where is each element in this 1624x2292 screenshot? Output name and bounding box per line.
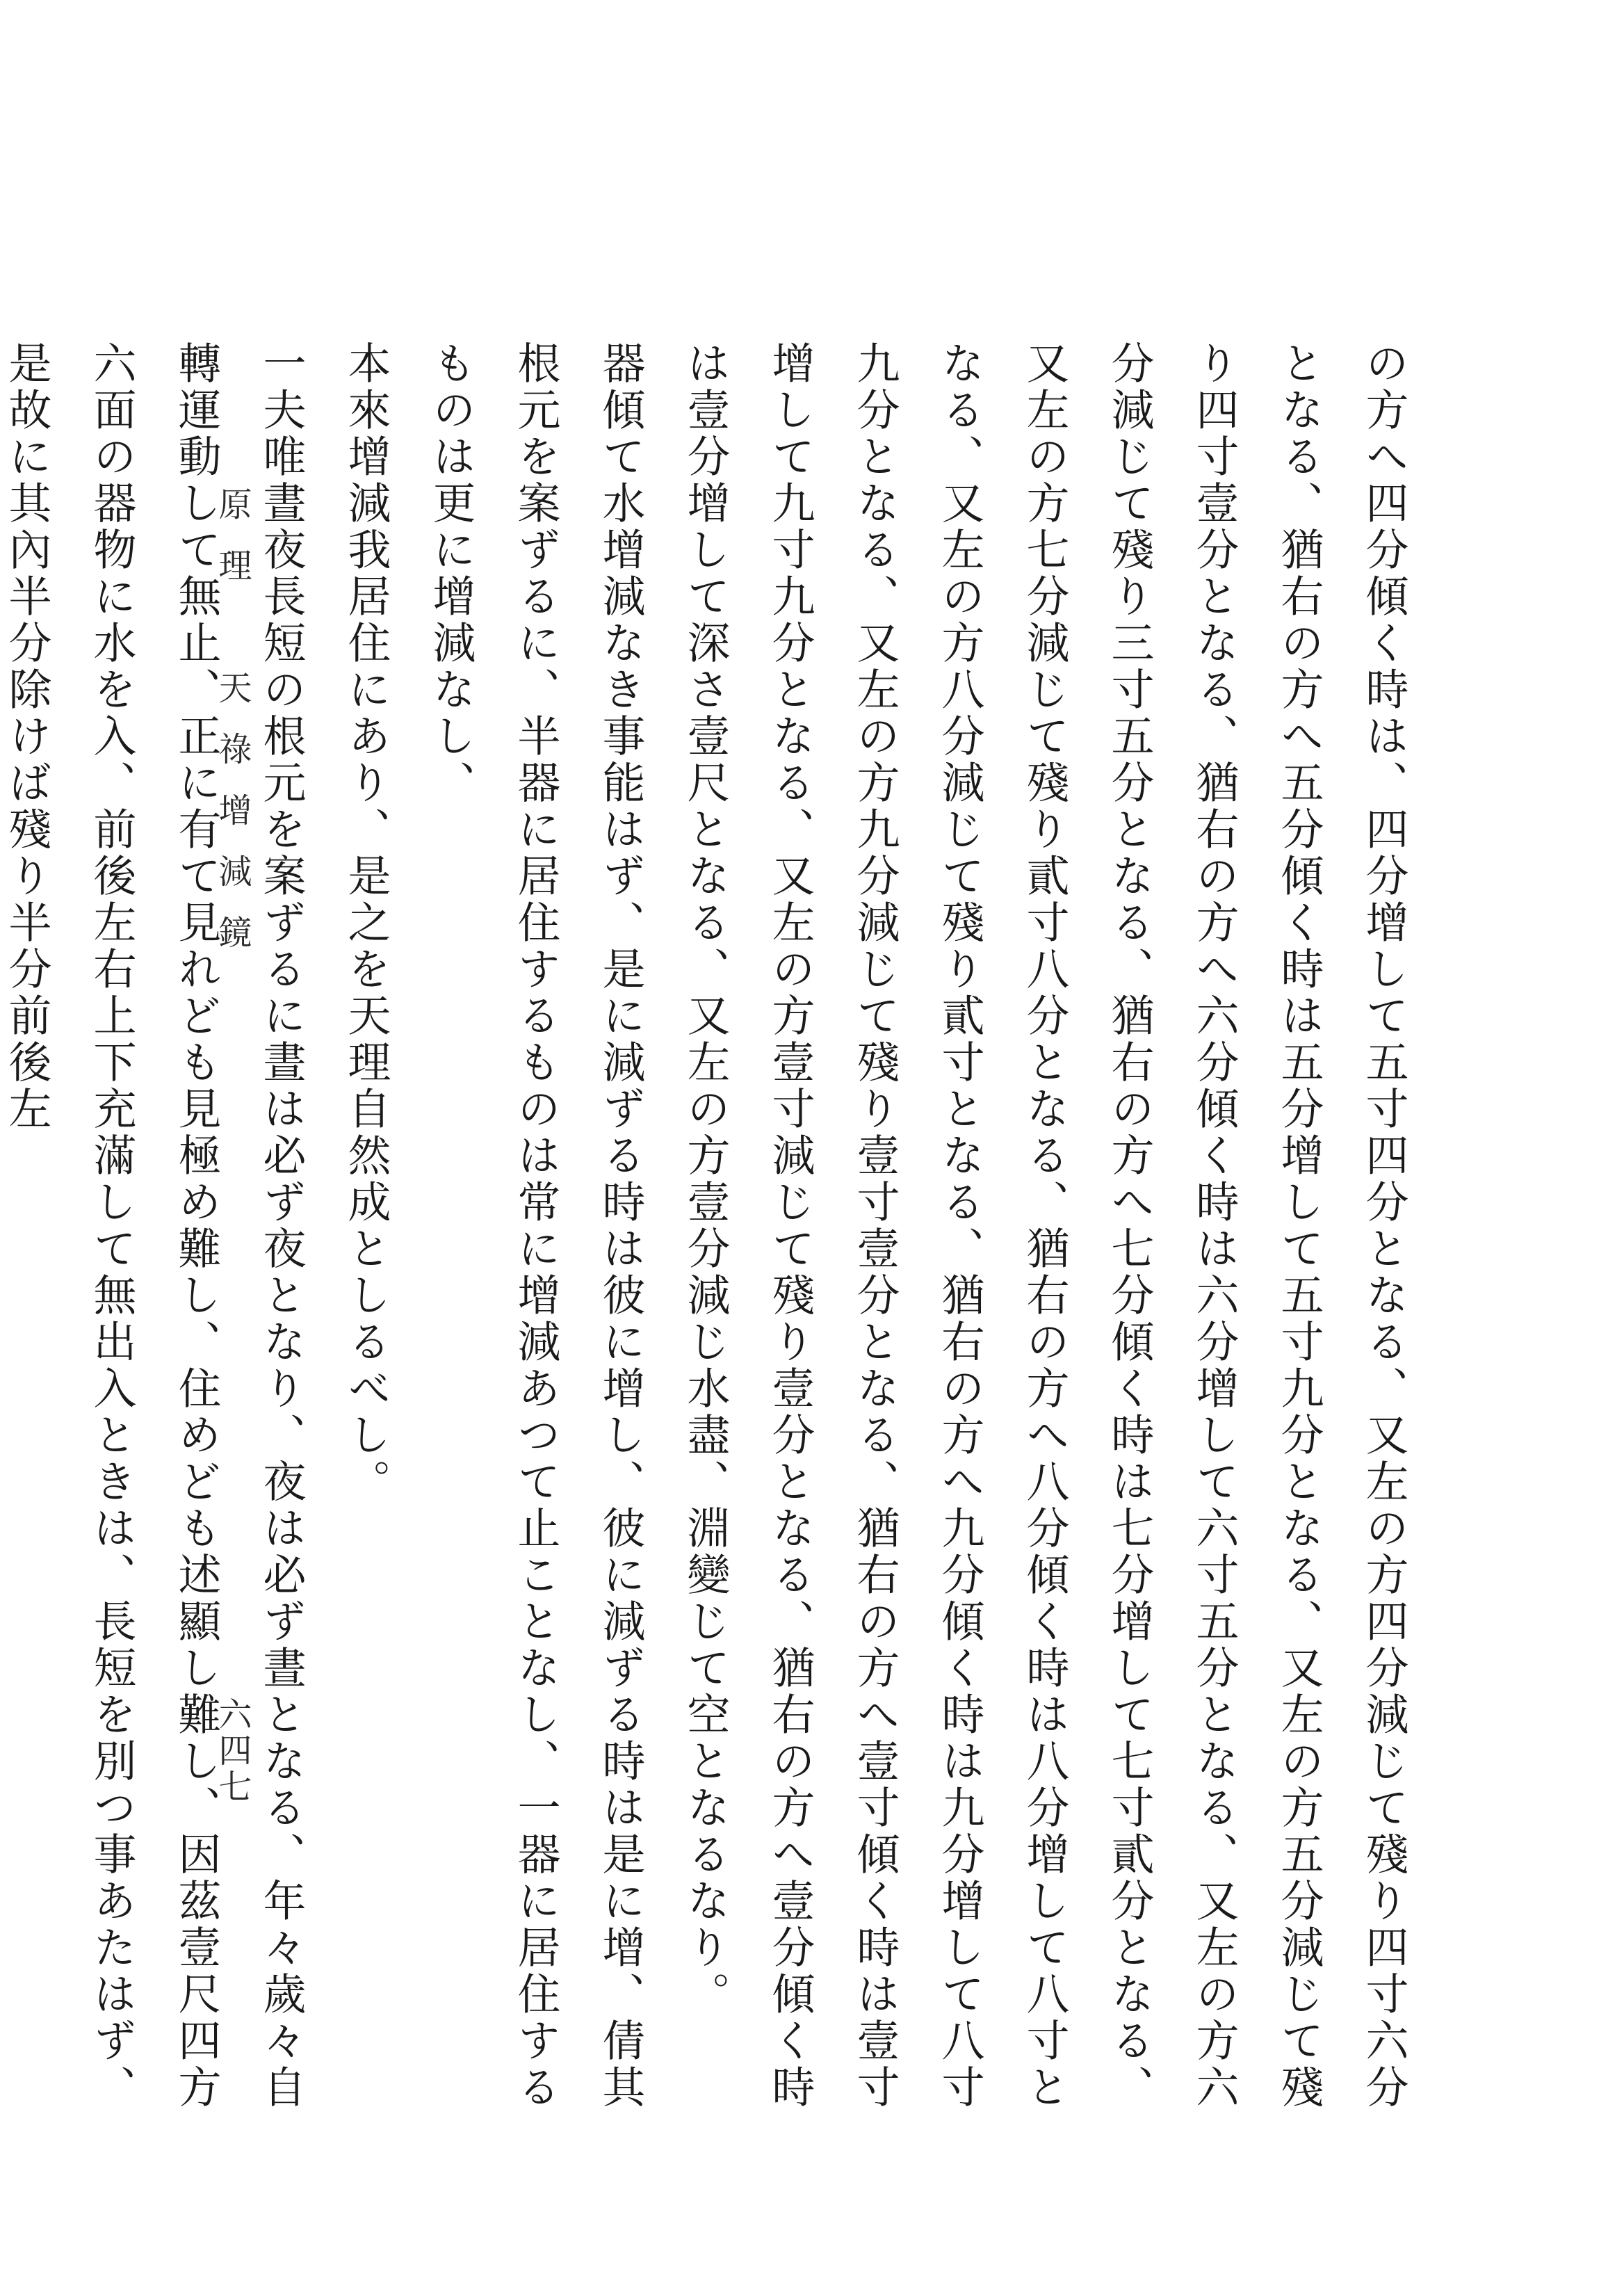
paragraph-3: 本來增減我居住にあり、是之を天理自然成としるべし。 — [341, 341, 391, 1506]
running-head: 原理 天祿增減鏡 — [213, 487, 252, 976]
paragraph-1: の方へ四分傾く時は、四分增して五寸四分となる、又左の方四分減じて殘り四寸六分となる、猶右の方へ五分傾く時は五分增して五寸九分となる、又左の方五分減じて殘り四寸壹分となる、猶右の方へ六分傾く時は六分增して六寸五分となる、又左の方六分減じて殘り三寸五分となる、猶右の方へ七分傾く時は七分增して七寸貳分となる、又左の方七分減じて殘り貳寸八分となる、猶右の方へ八分傾く時は八分增して八寸となる、又左の方八分減じて殘り貳寸となる、猶右の方へ九分傾く時は九分增して八寸九分となる、又左の方九分減じて殘り壹寸壹分となる、猶右の方へ壹寸傾く時は壹寸增して九寸九分となる、又左の方壹寸減じて殘り壹分となる、猶右の方へ壹分傾く時は壹分增して深さ壹尺となる、又左の方壹分減じ水盡、淵變じて空となるなり。 — [680, 341, 1409, 2111]
paragraph-2: 器傾て水增減なき事能はず、是に減ずる時は彼に增し、彼に減ずる時は是に增、倩其根元を案ずるに、半器に居住するものは常に增減あつて止ことなし、一器に居住するものは更に增減なし、 — [425, 341, 646, 2111]
page-number: 六四七 — [213, 1697, 252, 1805]
paragraph-4: 一夫唯晝夜長短の根元を案ずるに晝は必ず夜となり、夜は必ず晝となる、年々歲々自轉運動して無止、正に有て見れども見極め難し、住めども述顯し難し、因茲壹尺四方六面の器物に水を入、前後左右上下充滿して無出入ときは、長短を別つ事あたはず、是故に其內半分除けば殘り半分前後左 — [1, 341, 307, 2111]
